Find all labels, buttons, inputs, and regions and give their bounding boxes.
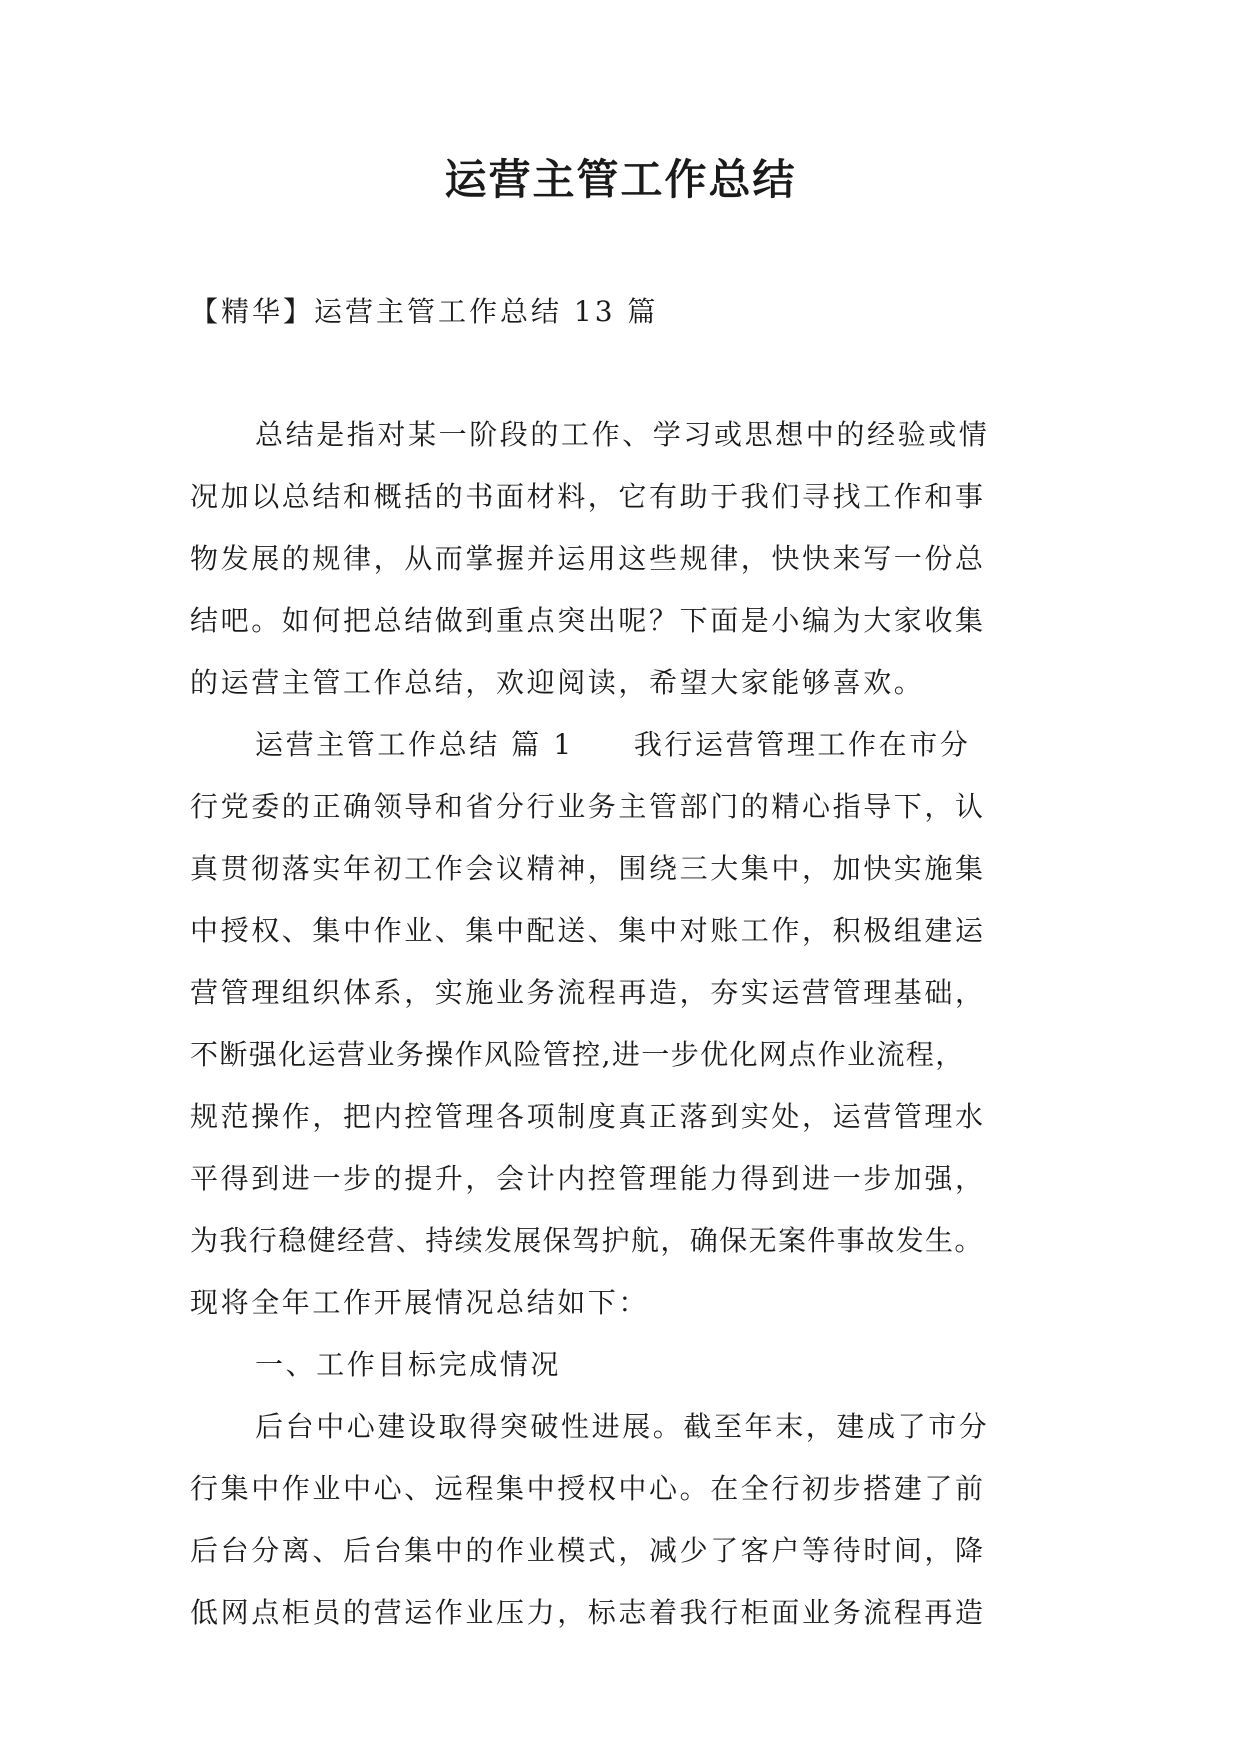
paragraph-line: 况加以总结和概括的书面材料，它有助于我们寻找工作和事 (190, 480, 986, 513)
paragraph-line: 行集中作业中心、远程集中授权中心。在全行初步搭建了前 (190, 1472, 986, 1505)
paragraph-line: 不断强化运营业务操作风险管控,进一步优化网点作业流程， (190, 1038, 965, 1071)
paragraph-line: 为我行稳健经营、持续发展保驾护航，确保无案件事故发生。 (190, 1224, 984, 1257)
paragraph-line: 营管理组织体系，实施业务流程再造，夯实运营管理基础， (190, 976, 986, 1009)
paragraph-line: 的运营主管工作总结，欢迎阅读，希望大家能够喜欢。 (190, 666, 925, 699)
paragraph-line: 后台分离、后台集中的作业模式，减少了客户等待时间，降 (190, 1534, 986, 1567)
paragraph-line: 中授权、集中作业、集中配送、集中对账工作，积极组建运 (190, 914, 986, 947)
paragraph-line: 总结是指对某一阶段的工作、学习或思想中的经验或情 (255, 418, 990, 451)
paragraph-line: 平得到进一步的提升，会计内控管理能力得到进一步加强， (190, 1162, 986, 1195)
paragraph-line: 行党委的正确领导和省分行业务主管部门的精心指导下，认 (190, 790, 986, 823)
paragraph-line: 后台中心建设取得突破性进展。截至年末，建成了市分 (255, 1410, 990, 1443)
document-subtitle: 【精华】运营主管工作总结 13 篇 (190, 295, 659, 328)
paragraph-line: 结吧。如何把总结做到重点突出呢？下面是小编为大家收集 (190, 604, 986, 637)
paragraph-line: 真贯彻落实年初工作会议精神，围绕三大集中，加快实施集 (190, 852, 986, 885)
section-heading: 运营主管工作总结 篇 1 (255, 728, 574, 761)
paragraph-line: 低网点柜员的营运作业压力，标志着我行柜面业务流程再造 (190, 1596, 986, 1629)
document-title: 运营主管工作总结 (444, 155, 797, 204)
section-heading-line (190, 714, 1050, 776)
paragraph-line: 现将全年工作开展情况总结如下： (190, 1286, 650, 1319)
document-body (190, 404, 1050, 1644)
paragraph-line: 规范操作，把内控管理各项制度真正落到实处，运营管理水 (190, 1100, 986, 1133)
paragraph-line: 物发展的规律，从而掌握并运用这些规律，快快来写一份总 (190, 542, 986, 575)
paragraph-line-start: 我行运营管理工作在市分 (633, 728, 971, 761)
section-subheading: 一、工作目标完成情况 (255, 1348, 562, 1381)
